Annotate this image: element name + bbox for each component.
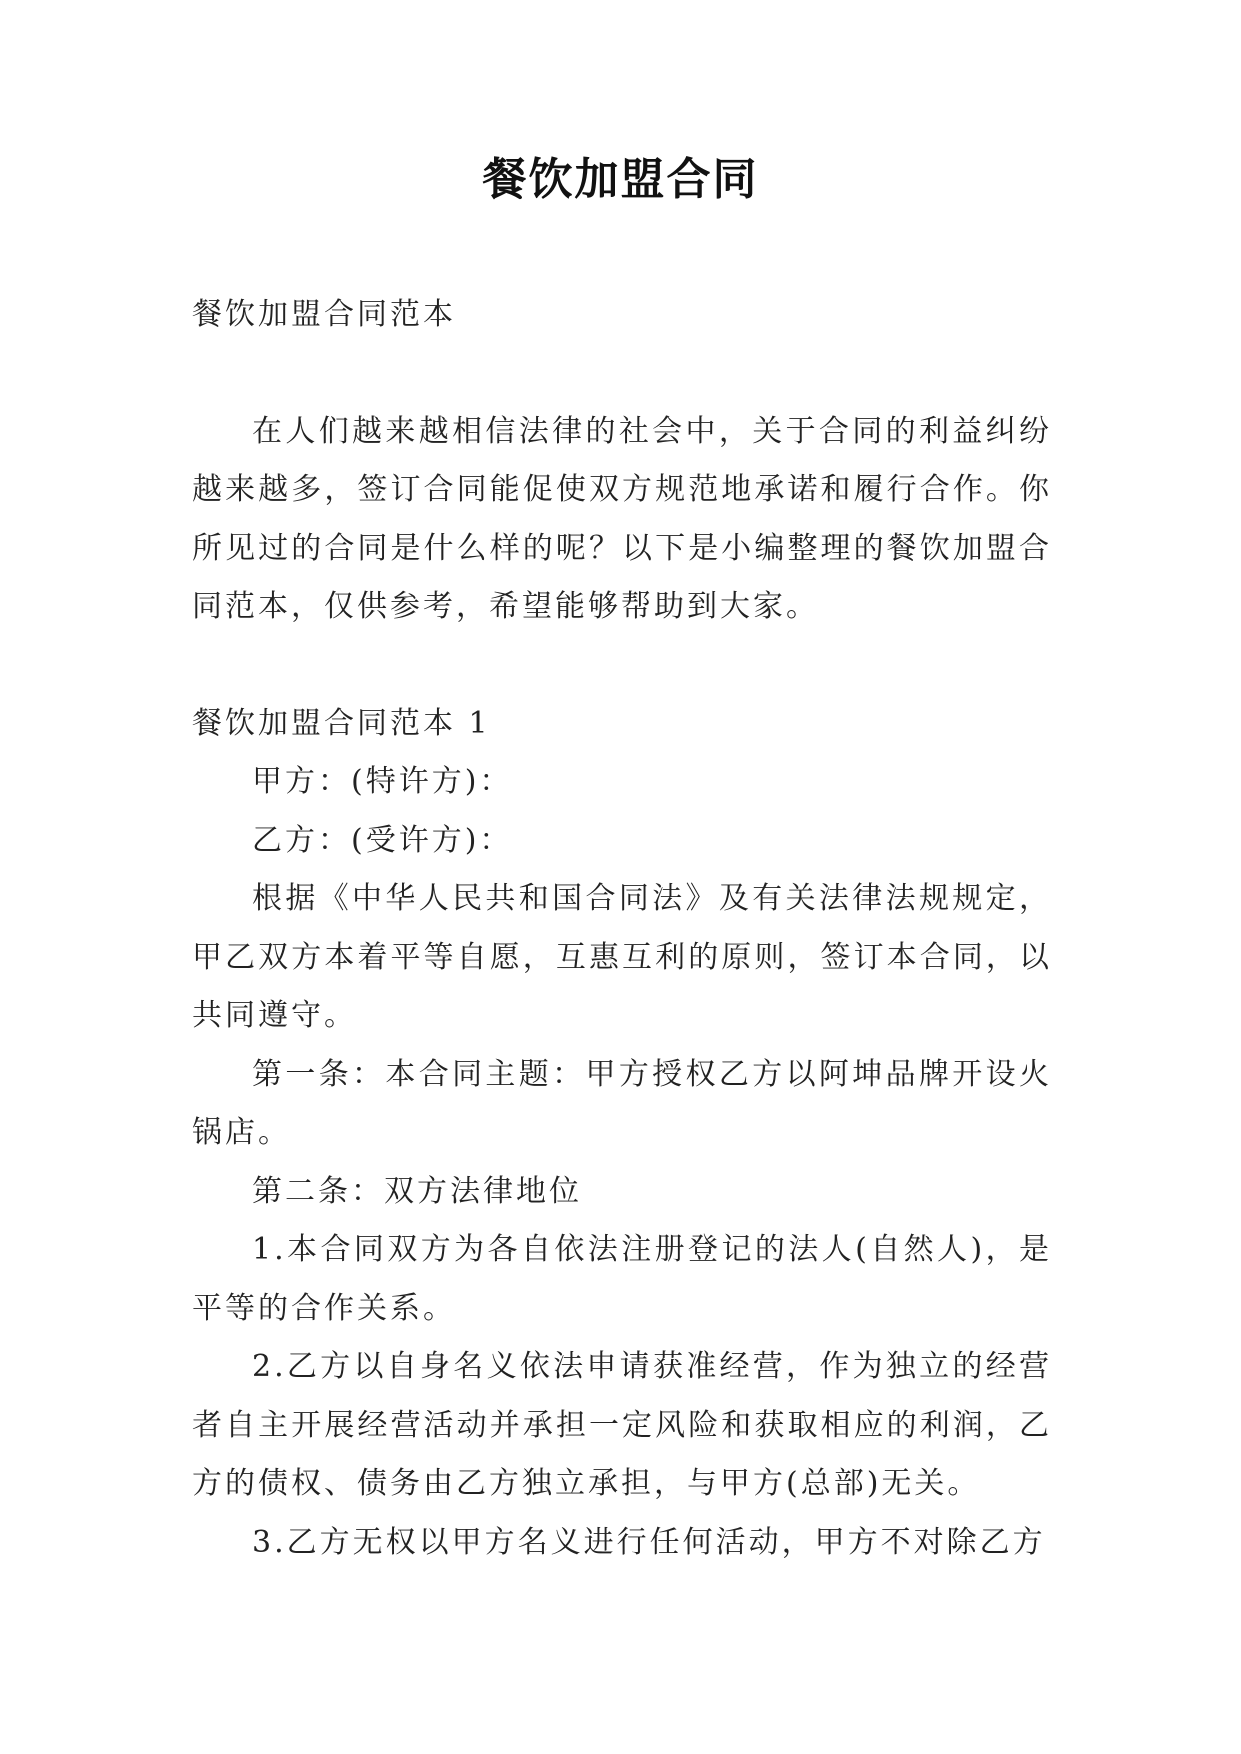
document-title: 餐饮加盟合同 <box>482 154 759 205</box>
subtitle-paragraph: 餐饮加盟合同范本 <box>192 297 456 332</box>
preamble-paragraph: 根据《中华人民共和国合同法》及有关法律法规规定，甲乙双方本着平等自愿，互惠互利的原则，签订本合同，以共同遵守。 <box>192 881 1052 1033</box>
article-1-paragraph: 第一条：本合同主题：甲方授权乙方以阿坤品牌开设火锅店。 <box>192 1056 1052 1150</box>
article-2-item-2: 2.乙方以自身名义依法申请获准经营，作为独立的经营者自主开展经营活动并承担一定风险和获取相应的利润，乙方的债权、债务由乙方独立承担，与甲方(总部)无关。 <box>192 1349 1052 1501</box>
document-body <box>192 286 1052 1572</box>
intro-paragraph: 在人们越来越相信法律的社会中，关于合同的利益纠纷越来越多，签订合同能促使双方规范地承诺和履行合作。你所见过的合同是什么样的呢？以下是小编整理的餐饮加盟合同范本，仅供参考，希望能够帮助到大家。 <box>192 413 1052 624</box>
party-a-line: 甲方：(特许方)： <box>252 764 513 799</box>
article-2-item-3: 3.乙方无权以甲方名义进行任何活动，甲方不对除乙方 <box>252 1524 1046 1560</box>
section-heading: 餐饮加盟合同范本 1 <box>192 705 491 741</box>
article-2-item-1: 1.本合同双方为各自依法注册登记的法人(自然人)，是平等的合作关系。 <box>192 1232 1052 1326</box>
article-2-heading: 第二条：双方法律地位 <box>252 1173 582 1209</box>
party-b-line: 乙方：(受许方)： <box>252 822 513 858</box>
